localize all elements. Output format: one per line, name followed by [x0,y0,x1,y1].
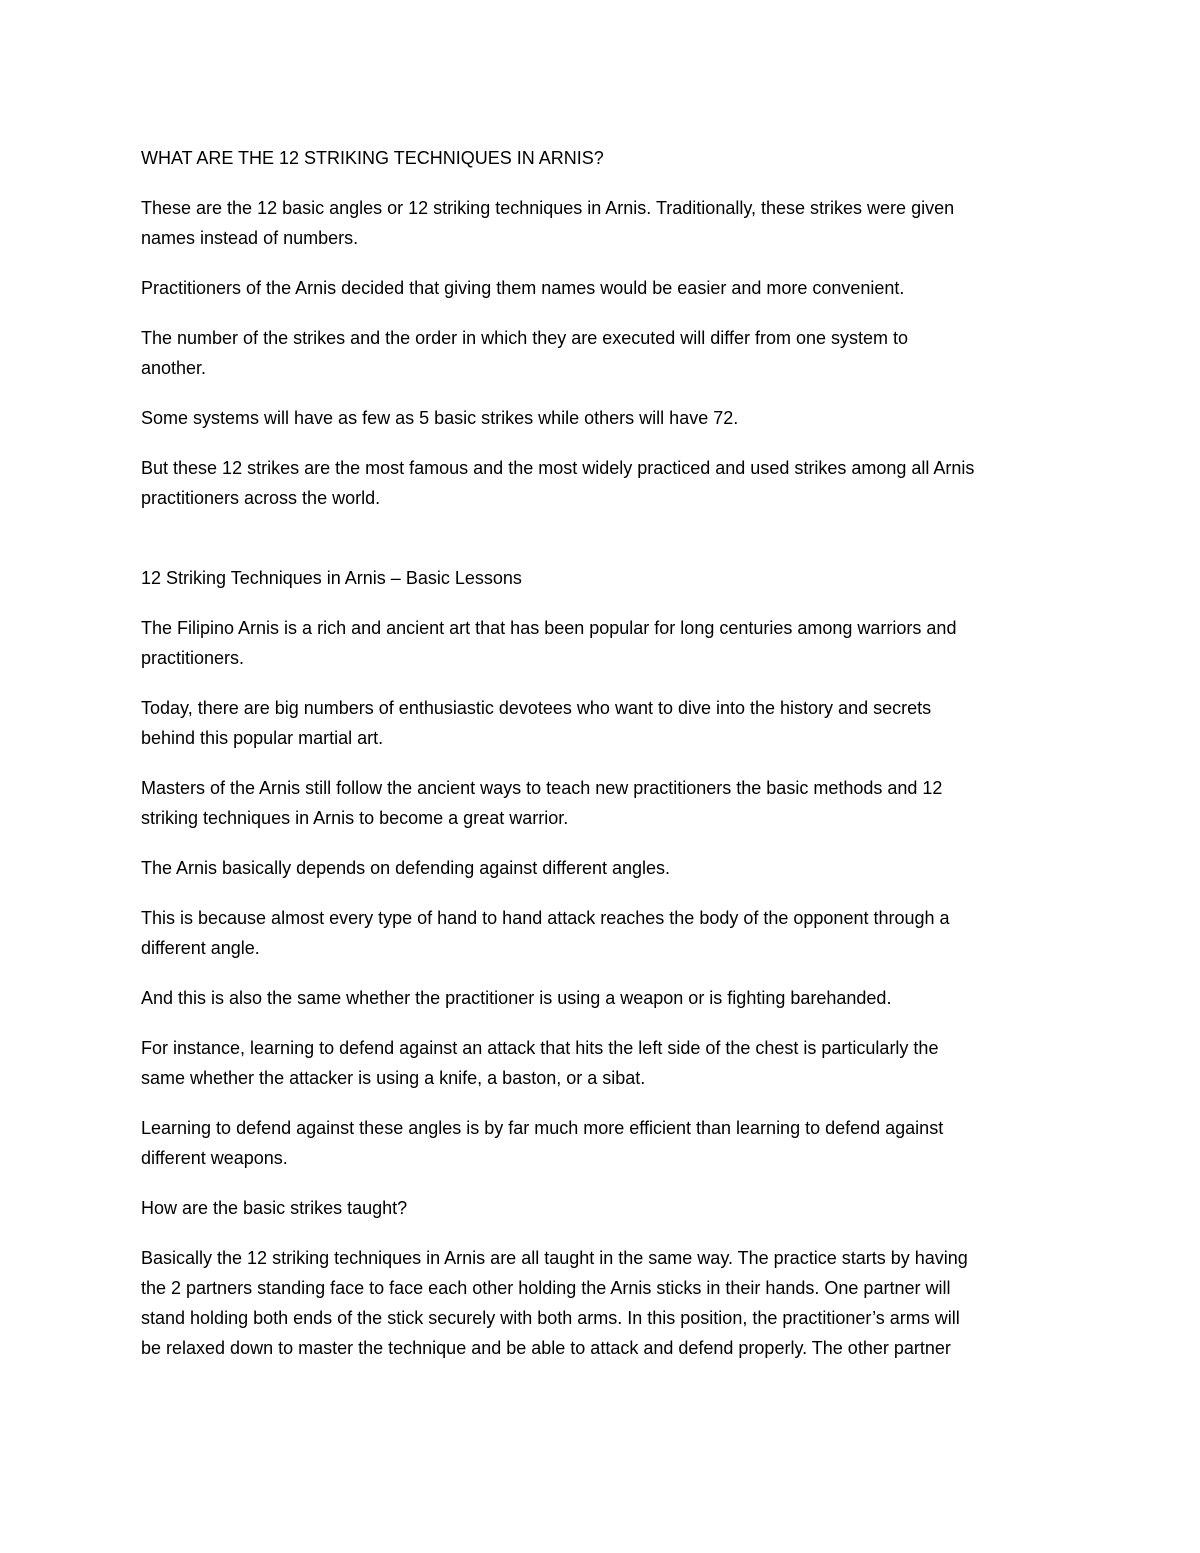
document-body [141,143,1061,1383]
paragraph: Masters of the Arnis still follow the ancient ways to teach new practitioners the basic methods and 12 striking techniques in Arnis to become a great warrior. [141,778,943,828]
paragraph: And this is also the same whether the practitioner is using a weapon or is fighting barehanded. [141,988,892,1008]
paragraph: Some systems will have as few as 5 basic strikes while others will have 72. [141,408,739,428]
section-heading: 12 Striking Techniques in Arnis – Basic Lessons [141,568,522,588]
subheading: How are the basic strikes taught? [141,1198,408,1218]
paragraph: This is because almost every type of hand to hand attack reaches the body of the opponent through a different angle. [141,908,950,958]
paragraph: For instance, learning to defend against an attack that hits the left side of the chest is particularly the same whether the attacker is using a knife, a baston, or a sibat. [141,1038,939,1088]
paragraph: But these 12 strikes are the most famous and the most widely practiced and used strikes among all Arnis practitioners across the world. [141,458,975,508]
heading-main: WHAT ARE THE 12 STRIKING TECHNIQUES IN ARNIS? [141,148,604,168]
paragraph: These are the 12 basic angles or 12 striking techniques in Arnis. Traditionally, these strikes were given names instead of numbers. [141,198,955,248]
paragraph: The Arnis basically depends on defending against different angles. [141,858,671,878]
paragraph: Today, there are big numbers of enthusiastic devotees who want to dive into the history and secrets behind this popular martial art. [141,698,932,748]
paragraph: Learning to defend against these angles is by far much more efficient than learning to defend against different weapons. [141,1118,944,1168]
paragraph: Basically the 12 striking techniques in Arnis are all taught in the same way. The practice starts by having the 2 partners standing face to face each other holding the Arnis sticks in their hands. One partner will stand holding both ends of the stick securely with both arms. In this position, the practitioner’s arms will be relaxed down to master the technique and be able to attack and defend properly. The other partner [141,1248,968,1358]
paragraph: Practitioners of the Arnis decided that giving them names would be easier and more convenient. [141,278,905,298]
paragraph: The number of the strikes and the order in which they are executed will differ from one system to another. [141,328,909,378]
paragraph: The Filipino Arnis is a rich and ancient art that has been popular for long centuries among warriors and practitioners. [141,618,957,668]
